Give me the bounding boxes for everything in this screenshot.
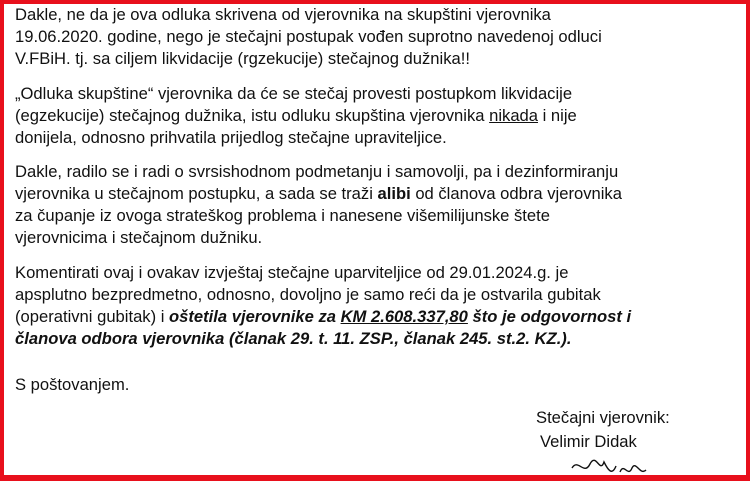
text-line: (egzekucije) stečajnog dužnika, istu odluku skupština vjerovnika nikada i nije <box>15 106 577 125</box>
bold-word: alibi <box>377 184 411 203</box>
text-line: vjerovnika u stečajnom postupku, a sada se traži alibi od članova odbra vjerovnika <box>15 184 622 203</box>
damage-amount: KM 2.608.337,80 <box>340 307 468 326</box>
paragraph-3 <box>15 161 622 249</box>
text-line: Dakle, radilo se i radi o svrsishodnom podmetanju i samovolji, pa i dezinformiranju <box>15 162 619 181</box>
text-line: apsplutno bezpredmetno, odnosno, dovoljno je samo reći da je ostvarila gubitak <box>15 285 601 304</box>
text-line: donijela, odnosno prihvatila prijedlog stečajne upraviteljice. <box>15 128 447 147</box>
text-line: Dakle, ne da je ova odluka skrivena od vjerovnika na skupštini vjerovnika <box>15 5 551 24</box>
signature-name: Velimir Didak <box>540 432 637 451</box>
paragraph-1 <box>15 4 602 70</box>
handwritten-signature-icon <box>570 456 660 480</box>
text-line: „Odluka skupštine“ vjerovnika da će se stečaj provesti postupkom likvidacije <box>15 84 573 103</box>
text-line: članova odbora vjerovnika (članak 29. t. 11. ZSP., članak 245. st.2. KZ.). <box>15 329 572 348</box>
text-line: V.FBiH. tj. sa ciljem likvidacije (rgzekucije) stečajnog dužnika!! <box>15 49 470 68</box>
emphasis-text: oštetila vjerovnike za <box>169 307 341 326</box>
closing-line: S poštovanjem. <box>15 375 130 394</box>
text-line: za čupanje iz ovoga strateškog problema i nanesene višemilijunske štete <box>15 206 550 225</box>
signature-role: Stečajni vjerovnik: <box>536 408 670 427</box>
text-line: Komentirati ovaj i ovakav izvještaj stečajne uparviteljice od 29.01.2024.g. je <box>15 263 569 282</box>
text-line: (operativni gubitak) i oštetila vjerovnike za KM 2.608.337,80 što je odgovornost i <box>15 307 632 326</box>
emphasis-text: što je odgovornost i <box>467 307 632 326</box>
text-line: 19.06.2020. godine, nego je stečajni postupak vođen suprotno navedenoj odluci <box>15 27 602 46</box>
paragraph-4 <box>15 262 631 350</box>
underlined-word: nikada <box>489 106 539 125</box>
text-line: vjerovnicima i stečajnom dužniku. <box>15 228 263 247</box>
paragraph-2 <box>15 83 577 149</box>
signature-block <box>536 406 670 454</box>
